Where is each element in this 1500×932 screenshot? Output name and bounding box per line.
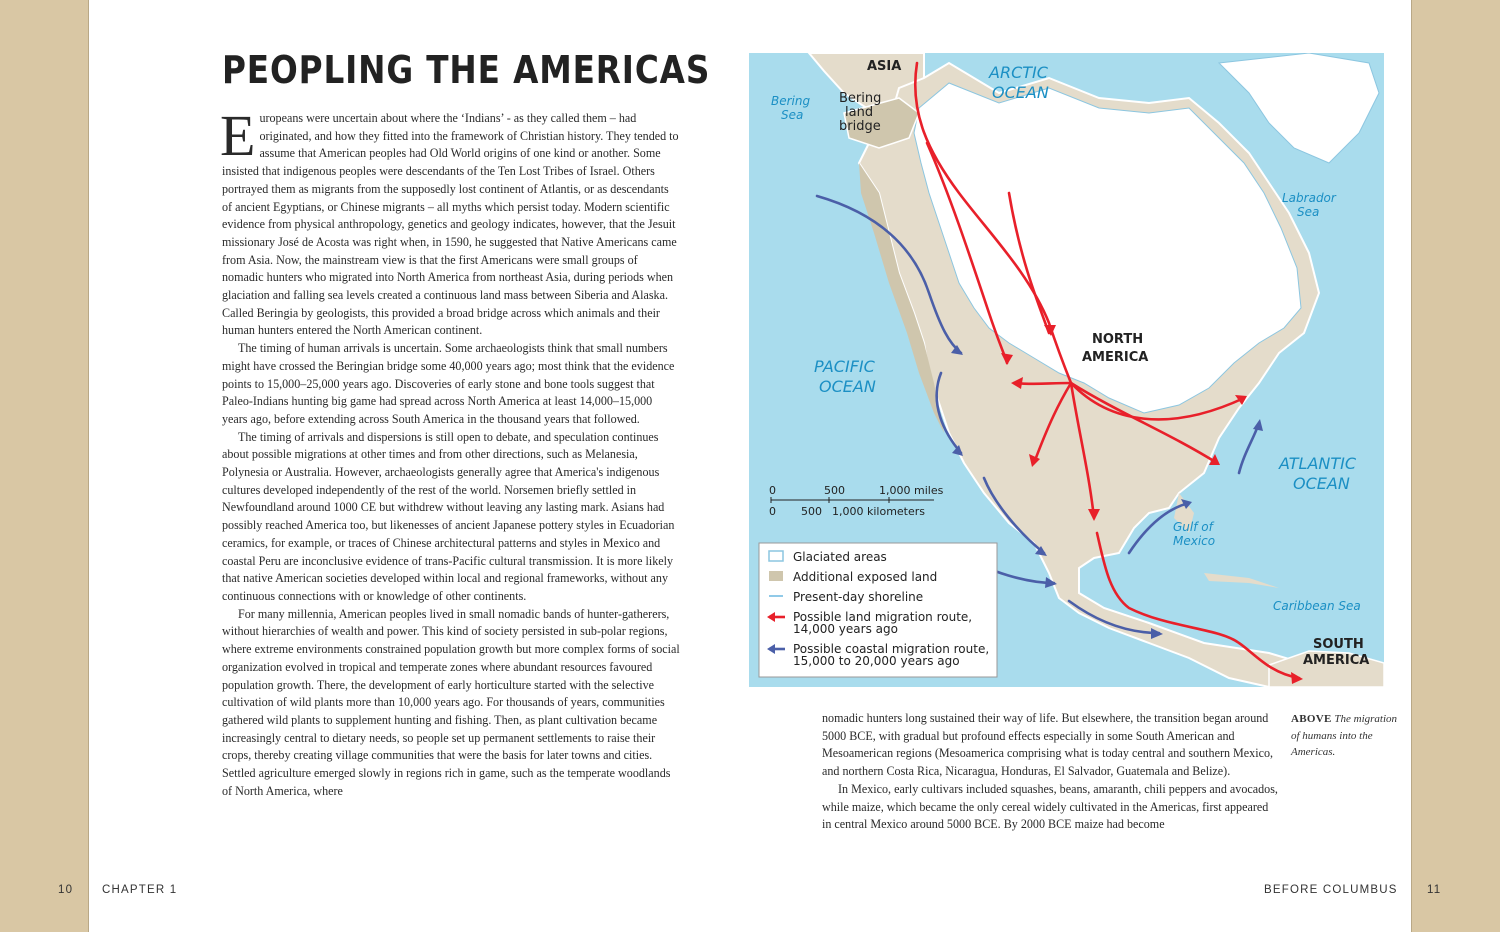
label-labrador-2: Sea	[1297, 205, 1320, 219]
label-north-america-2: AMERICA	[1082, 350, 1149, 365]
label-bering-sea-1: Bering	[771, 94, 811, 108]
map-caption	[1291, 711, 1403, 761]
label-caribbean: Caribbean Sea	[1273, 599, 1361, 613]
left-page-number: 10	[58, 884, 74, 896]
label-south-america-2: AMERICA	[1303, 653, 1370, 668]
land-route-northwest	[1014, 383, 1071, 384]
drop-cap: E	[220, 103, 256, 168]
right-paragraph-2: In Mexico, early cultivars included squashes, beans, amaranth, chili peppers and avocados, while maize, which became the only cereal widely cultivated in the Americas, first appeared in central Mexico around 5000 BCE. By 2000 BCE maize had become	[822, 781, 1278, 832]
legend-glaciated: Glaciated areas	[793, 550, 887, 564]
scale-km-500: 500	[801, 505, 822, 518]
right-running-head: BEFORE COLUMBUS	[1264, 884, 1398, 896]
left-running-head: CHAPTER 1	[102, 884, 178, 896]
label-bering-sea-2: Sea	[781, 108, 804, 122]
label-north-america-1: NORTH	[1092, 332, 1144, 347]
scale-miles-500: 500	[824, 484, 845, 497]
label-south-america-1: SOUTH	[1313, 637, 1364, 652]
legend-coastal-route-1: Possible coastal migration route,	[793, 642, 990, 656]
label-gulf-2: Mexico	[1173, 534, 1216, 548]
caption-lead: ABOVE	[1291, 713, 1332, 725]
legend-land-route-2: 14,000 years ago	[793, 622, 898, 636]
map-legend	[759, 543, 997, 677]
scale-km-1000: 1,000 kilometers	[832, 505, 926, 518]
scale-km-0: 0	[769, 505, 776, 518]
paragraph-4: For many millennia, American peoples lived in small nomadic bands of hunter-gatherers, without hierarchies of wealth and power. This kind of society persisted in sub-polar regions, where extreme environments constrained population growth but more complex forms of social organization evolved in tropical and temperate zones where abundant resources favoured population growth. There, the development of early horticulture started with the selective cultivation of wild plants more than 10,000 years ago. For thousands of years, communities gathered wild plants to supplement hunting and fishing. Then, as plant cultivation became increasingly central to dietary needs, so people set up permanent settlements to raise their crops, thereby creating village communities that were the basis for later towns and cities. Settled agriculture emerged slowly in regions rich in game, such as the temperate woodlands of North America, where	[222, 606, 680, 798]
left-text-column	[220, 103, 680, 800]
label-arctic-1: ARCTIC	[989, 63, 1048, 82]
label-gulf-1: Gulf of	[1173, 520, 1213, 534]
legend-swatch-exposed	[769, 571, 783, 581]
label-bering-bridge-1: Bering	[839, 91, 882, 106]
migration-map	[749, 53, 1384, 687]
label-bering-bridge-2: land	[845, 105, 874, 120]
label-bering-bridge-3: bridge	[839, 119, 881, 134]
label-pacific-2: OCEAN	[819, 377, 876, 396]
legend-land-route-1: Possible land migration route,	[793, 610, 973, 624]
scale-miles-1000: 1,000 miles	[879, 484, 944, 497]
paragraph-3: The timing of arrivals and dispersions is still open to debate, and speculation continues about possible migrations at other times and from other directions, such as Melanesia, Polynesia or Australia. However, archaeologists generally agree that America's indigenous cultures developed independently of the rest of the world. Norsemen briefly settled in Newfoundland around 1000 CE but withdrew without leaving any lasting mark. Asians had possibly reached America too, but likenesses of ancient Japanese pottery styles in Ecuadorian ceramics, for example, or traces of Chinese architectural patterns and styles in Mexico and coastal Peru are inconclusive evidence of trans-Pacific cultural transmission. It is more likely that native American societies developed within local and regional frameworks, without any continuous connections with or knowledge of other continents.	[222, 429, 675, 603]
legend-coastal-route-2: 15,000 to 20,000 years ago	[793, 654, 960, 668]
page-title: PEOPLING THE AMERICAS	[222, 48, 711, 92]
legend-swatch-glaciated	[769, 551, 783, 561]
label-pacific-1: PACIFIC	[814, 357, 875, 376]
caption-text: The migration of humans into the Americas.	[1291, 713, 1398, 758]
right-paragraph-1: nomadic hunters long sustained their way of life. But elsewhere, the transition began around 5000 BCE, with gradual but profound effects especially in some South American and Mesoamerican regions (Mesoamerica comprising what is today central and southern Mexico, and northern Costa Rica, Nicaragua, Honduras, El Salvador, Guatemala and Belize).	[822, 711, 1274, 779]
legend-shoreline: Present-day shoreline	[793, 590, 924, 604]
label-asia: ASIA	[867, 59, 902, 74]
paragraph-1-text: uropeans were uncertain about where the ‘Indians’ - as they called them – had originated, and how they fitted into the framework of Christian history. They tended to assume that American peoples had Old World origins of one kind or another. Some insisted that indigenous peoples were descendants of the Ten Lost Tribes of Israel. Others portrayed them as migrants from the supposedly lost continent of Atlantis, or as descendants of ancient Egyptians, or Chinese migrants – all myths which persist today. Modern scientific evidence from physical anthropology, genetics and geology indicates, however, that the Jesuit missionary José de Acosta was right when, in 1590, he suggested that Native Americans came from Asia. Now, the mainstream view is that the first Americans were small groups of nomadic hunters who migrated into North America from northeast Asia, during periods when glaciation and falling sea levels created a continuous land mass between Siberia and Alaska. Called Beringia by geologists, this provided a broad bridge across which animals and their human hunters entered the North American continent.	[222, 111, 679, 338]
right-text-column	[822, 710, 1278, 834]
label-arctic-2: OCEAN	[992, 83, 1049, 102]
paragraph-2: The timing of human arrivals is uncertain. Some archaeologists think that small numbers might have crossed the Beringian bridge some 40,000 years ago; most think that the evidence points to 15,000–25,000 years ago. Discoveries of early stone and bone tools suggest that Paleo-Indians hunting big game had spread across North America at least 14,000–15,000 years ago, before extending across South America in the thousand years that followed.	[222, 341, 675, 426]
legend-exposed: Additional exposed land	[793, 570, 938, 584]
label-atlantic-1: ATLANTIC	[1279, 454, 1357, 473]
right-page-number: 11	[1427, 884, 1442, 896]
paragraph-1	[220, 103, 680, 340]
label-labrador-1: Labrador	[1282, 191, 1336, 205]
scale-miles-0: 0	[769, 484, 776, 497]
label-atlantic-2: OCEAN	[1293, 474, 1350, 493]
left-margin	[0, 0, 88, 932]
right-margin	[1412, 0, 1500, 932]
